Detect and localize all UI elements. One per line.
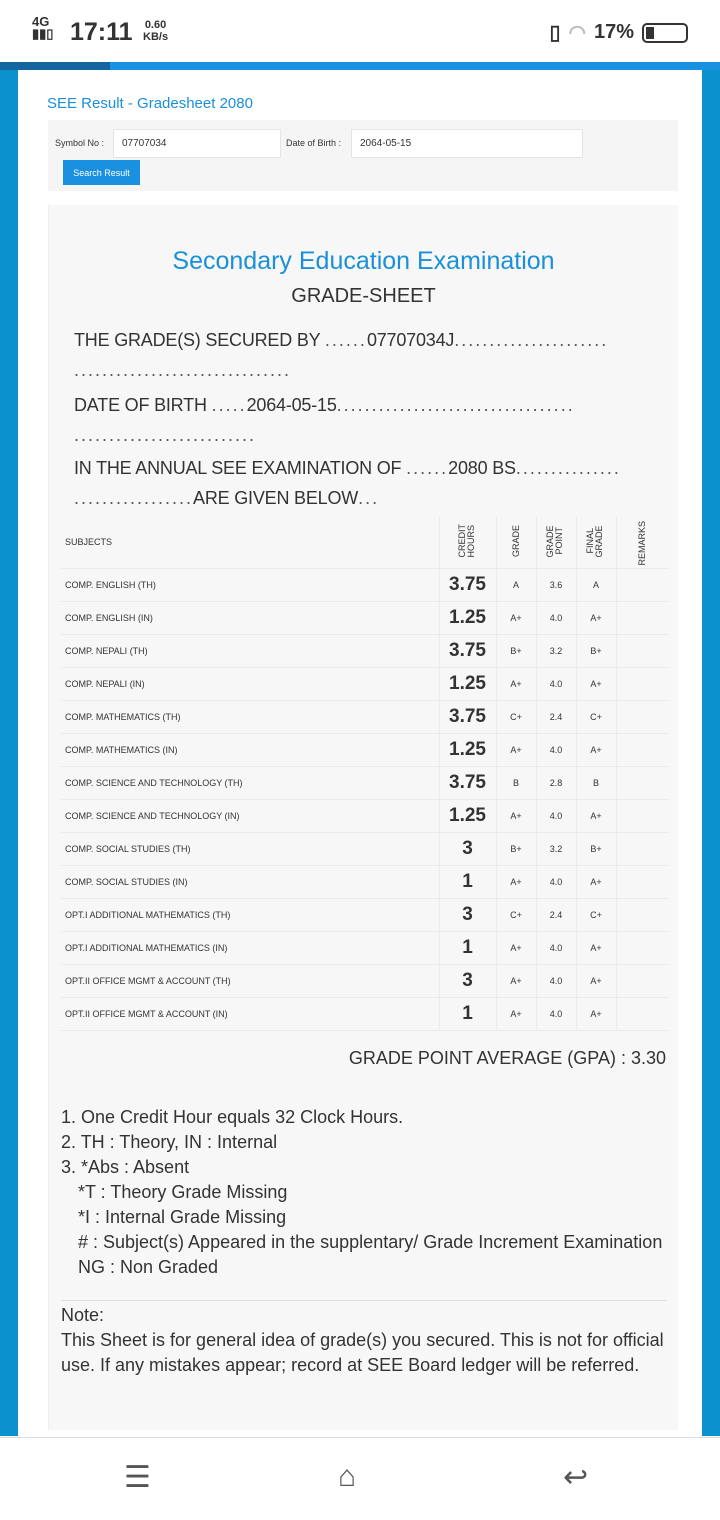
grade-cell: A+ — [496, 601, 536, 634]
grade-cell: A+ — [496, 733, 536, 766]
grade-point-cell: 4.0 — [536, 997, 576, 1030]
final-grade-cell: C+ — [576, 898, 616, 931]
grade-cell: A+ — [496, 931, 536, 964]
table-row — [61, 766, 669, 799]
grade-point-cell: 3.2 — [536, 634, 576, 667]
table-row — [61, 667, 669, 700]
credit-cell: 3.75 — [439, 700, 496, 733]
table-row — [61, 931, 669, 964]
remarks-cell — [616, 601, 669, 634]
final-grade-cell: A+ — [576, 964, 616, 997]
symbol-value: 07707034J — [366, 330, 455, 350]
symbol-label: Symbol No : — [55, 138, 105, 148]
gradesheet-heading: GRADE-SHEET — [291, 285, 436, 307]
navigation-bar — [0, 1437, 720, 1520]
grade-point-cell: 4.0 — [536, 931, 576, 964]
remarks-cell — [616, 799, 669, 832]
table-row — [61, 733, 669, 766]
subject-cell: COMP. MATHEMATICS (TH) — [61, 700, 439, 733]
table-row — [61, 700, 669, 733]
dob-label: Date of Birth : — [286, 138, 342, 148]
col-remarks-label: REMARKS — [637, 521, 648, 566]
remarks-cell — [616, 766, 669, 799]
remarks-cell — [616, 865, 669, 898]
grade-point-cell: 4.0 — [536, 733, 576, 766]
grade-point-cell: 2.8 — [536, 766, 576, 799]
table-row — [61, 568, 669, 601]
final-grade-cell: A+ — [576, 865, 616, 898]
secured-by-line: THE GRADE(S) SECURED BY ......07707034J...................... ............................... — [74, 330, 609, 380]
dob-label-sheet: DATE OF BIRTH — [74, 395, 207, 415]
grade-cell: A+ — [496, 865, 536, 898]
grade-point-cell: 4.0 — [536, 667, 576, 700]
grade-cell: A+ — [496, 964, 536, 997]
net-speed — [143, 19, 168, 43]
grade-point-cell: 4.0 — [536, 601, 576, 634]
table-row — [61, 832, 669, 865]
page-title: SEE Result - Gradesheet 2080 — [47, 95, 253, 112]
credit-cell: 1 — [439, 931, 496, 964]
dob-value: 2064-05-15 — [246, 395, 337, 415]
credit-cell: 1 — [439, 865, 496, 898]
subject-cell: OPT.II OFFICE MGMT & ACCOUNT (IN) — [61, 997, 439, 1030]
clock: 17:11 — [70, 18, 133, 46]
symbol-input[interactable] — [113, 129, 281, 158]
exam-line: IN THE ANNUAL SEE EXAMINATION OF ......2080 BS............... .................ARE GIVEN BELOW... — [74, 458, 621, 508]
grade-cell: B+ — [496, 832, 536, 865]
grade-point-cell: 4.0 — [536, 799, 576, 832]
remarks-cell — [616, 733, 669, 766]
speed-unit: KB/s — [143, 31, 169, 43]
col-grade — [496, 517, 536, 568]
credit-cell: 3.75 — [439, 568, 496, 601]
table-row — [61, 634, 669, 667]
subject-cell: OPT.I ADDITIONAL MATHEMATICS (IN) — [61, 931, 439, 964]
battery-icon — [642, 23, 688, 43]
remarks-cell — [616, 634, 669, 667]
notes-list — [61, 1105, 662, 1280]
grade-point-cell: 4.0 — [536, 964, 576, 997]
right-border — [702, 70, 720, 1436]
main-content — [18, 70, 702, 1436]
secured-by-label: THE GRADE(S) SECURED BY — [74, 330, 321, 350]
credit-cell: 1.25 — [439, 601, 496, 634]
menu-icon[interactable]: ☰ — [124, 1461, 151, 1494]
gpa: GRADE POINT AVERAGE (GPA) : 3.30 — [348, 1048, 666, 1068]
final-grade-cell: B — [576, 766, 616, 799]
col-final-grade — [576, 517, 616, 568]
search-form — [48, 120, 678, 191]
network-indicator — [32, 16, 53, 40]
note-item: NG : Non Graded — [78, 1257, 219, 1277]
credit-cell: 3.75 — [439, 634, 496, 667]
note-item: *T : Theory Grade Missing — [78, 1182, 288, 1202]
subject-cell: COMP. NEPALI (TH) — [61, 634, 439, 667]
subject-cell: OPT.II OFFICE MGMT & ACCOUNT (TH) — [61, 964, 439, 997]
grade-point-cell: 3.2 — [536, 832, 576, 865]
dob-line: DATE OF BIRTH .....2064-05-15.................................. .......................... — [74, 395, 575, 445]
disclaimer — [61, 1300, 667, 1378]
credit-cell: 1.25 — [439, 733, 496, 766]
back-icon[interactable]: ↩ — [563, 1461, 589, 1494]
credit-cell: 3 — [439, 832, 496, 865]
signal-icon: ▮▮▯ — [32, 26, 54, 41]
subject-cell: COMP. ENGLISH (IN) — [61, 601, 439, 634]
final-grade-cell: A+ — [576, 667, 616, 700]
page-load-bar — [0, 62, 720, 70]
table-row — [61, 964, 669, 997]
grade-cell: A — [496, 568, 536, 601]
remarks-cell — [616, 700, 669, 733]
final-grade-cell: A+ — [576, 931, 616, 964]
col-credit-hours — [439, 517, 496, 568]
remarks-cell — [616, 667, 669, 700]
vibrate-icon: ▯ — [549, 22, 561, 44]
grade-cell: B+ — [496, 634, 536, 667]
home-icon[interactable]: ⌂ — [338, 1460, 357, 1493]
subject-cell: COMP. ENGLISH (TH) — [61, 568, 439, 601]
grade-point-cell: 4.0 — [536, 865, 576, 898]
col-credit-label: CREDIT HOURS — [456, 524, 476, 559]
grade-cell: A+ — [496, 667, 536, 700]
final-grade-cell: A+ — [576, 601, 616, 634]
table-row — [61, 601, 669, 634]
grades-table — [61, 517, 669, 1031]
col-final-label: FINAL GRADE — [585, 525, 604, 558]
grade-cell: A+ — [496, 799, 536, 832]
note-item: # : Subject(s) Appeared in the supplentary/ Grade Increment Examination — [78, 1232, 663, 1252]
table-row — [61, 799, 669, 832]
remarks-cell — [616, 568, 669, 601]
left-border — [0, 70, 18, 1436]
col-remarks — [616, 517, 669, 568]
credit-cell: 3 — [439, 898, 496, 931]
disclaimer-text: This Sheet is for general idea of grade(s) you secured. This is not for official use. If any mistakes appear; record at SEE Board ledger will be referred. — [61, 1330, 664, 1375]
subject-cell: COMP. SCIENCE AND TECHNOLOGY (TH) — [61, 766, 439, 799]
final-grade-cell: A+ — [576, 799, 616, 832]
credit-cell: 1.25 — [439, 667, 496, 700]
disclaimer-title: Note: — [61, 1305, 105, 1325]
final-grade-cell: A+ — [576, 733, 616, 766]
col-grade-point — [536, 517, 576, 568]
exam-label: IN THE ANNUAL SEE EXAMINATION OF — [74, 458, 402, 478]
credit-cell: 3 — [439, 964, 496, 997]
exam-year: 2080 BS — [448, 458, 516, 478]
col-subjects: SUBJECTS — [61, 517, 439, 568]
battery-percent: 17% — [593, 21, 634, 43]
subject-cell: COMP. NEPALI (IN) — [61, 667, 439, 700]
network-type: 4G — [32, 14, 50, 29]
remarks-cell — [616, 997, 669, 1030]
subject-cell: COMP. SOCIAL STUDIES (TH) — [61, 832, 439, 865]
subject-cell: COMP. MATHEMATICS (IN) — [61, 733, 439, 766]
subject-cell: COMP. SCIENCE AND TECHNOLOGY (IN) — [61, 799, 439, 832]
grade-point-cell: 2.4 — [536, 898, 576, 931]
col-gp-label: GRADE POINT — [545, 525, 564, 558]
table-row — [61, 865, 669, 898]
grade-cell: C+ — [496, 700, 536, 733]
remarks-cell — [616, 931, 669, 964]
subject-cell: COMP. SOCIAL STUDIES (IN) — [61, 865, 439, 898]
note-item: 1. One Credit Hour equals 32 Clock Hours. — [61, 1107, 404, 1127]
wifi-icon: ◠ — [568, 22, 586, 44]
gradesheet — [48, 205, 678, 1430]
search-result-button[interactable]: Search Result — [63, 160, 140, 185]
grade-cell: B — [496, 766, 536, 799]
credit-cell: 3.75 — [439, 766, 496, 799]
remarks-cell — [616, 832, 669, 865]
col-grade-label: GRADE — [510, 525, 521, 558]
note-item: *I : Internal Grade Missing — [78, 1207, 287, 1227]
grade-cell: C+ — [496, 898, 536, 931]
remarks-cell — [616, 898, 669, 931]
note-item: 3. *Abs : Absent — [61, 1157, 190, 1177]
table-row — [61, 898, 669, 931]
grade-cell: A+ — [496, 997, 536, 1030]
credit-cell: 1.25 — [439, 799, 496, 832]
speed-value: 0.60 — [144, 19, 167, 31]
remarks-cell — [616, 964, 669, 997]
grade-point-cell: 3.6 — [536, 568, 576, 601]
subject-cell: OPT.I ADDITIONAL MATHEMATICS (TH) — [61, 898, 439, 931]
exam-heading: Secondary Education Examination — [172, 247, 555, 275]
table-row — [61, 997, 669, 1030]
final-grade-cell: C+ — [576, 700, 616, 733]
note-item: 2. TH : Theory, IN : Internal — [61, 1132, 278, 1152]
final-grade-cell: A — [576, 568, 616, 601]
given-below: ARE GIVEN BELOW — [193, 488, 359, 508]
final-grade-cell: A+ — [576, 997, 616, 1030]
status-bar — [0, 0, 720, 62]
grade-point-cell: 2.4 — [536, 700, 576, 733]
final-grade-cell: B+ — [576, 832, 616, 865]
credit-cell: 1 — [439, 997, 496, 1030]
dob-input[interactable] — [351, 129, 583, 158]
final-grade-cell: B+ — [576, 634, 616, 667]
